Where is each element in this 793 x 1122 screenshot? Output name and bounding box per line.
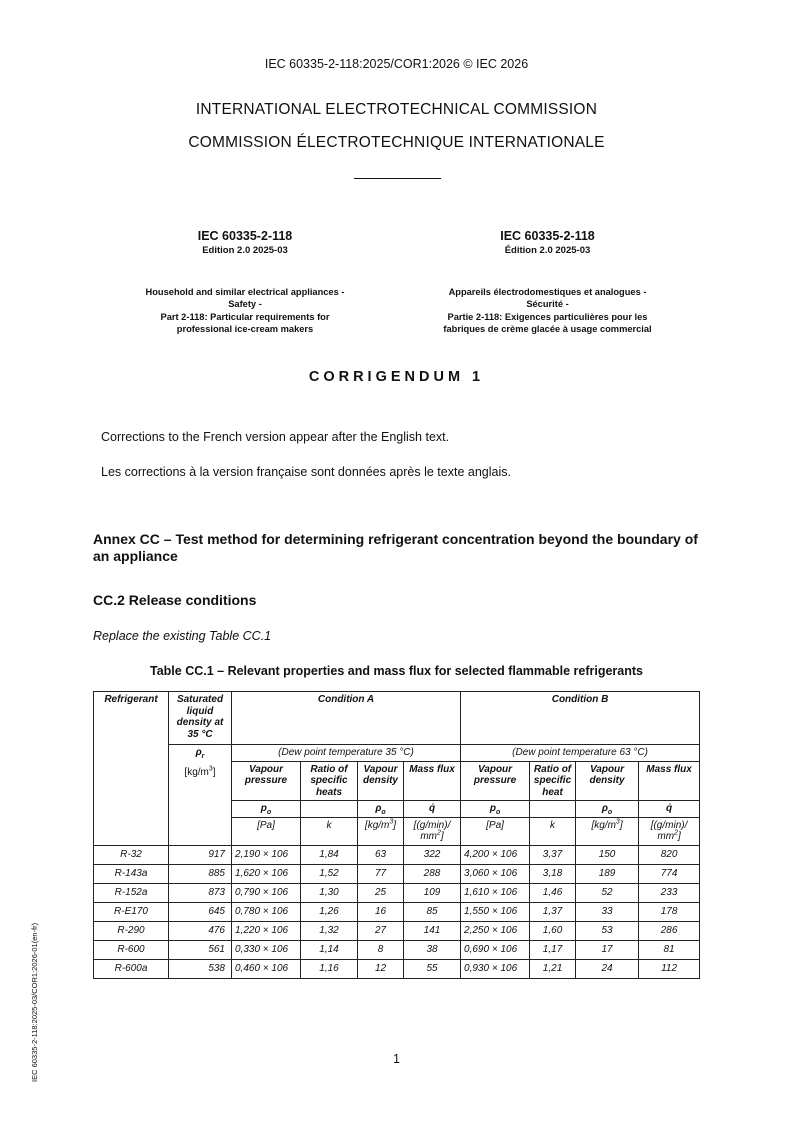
a-ratio-symbol-empty [301, 801, 358, 818]
table-cell: 52 [576, 883, 639, 902]
table-cell: 322 [404, 845, 461, 864]
col-header-condition-b: Condition B [461, 692, 700, 745]
title-line: professional ice-cream makers [176, 323, 314, 334]
table-cell: 1,52 [301, 864, 358, 883]
a-ratio-unit: k [301, 817, 358, 845]
title-line: Sécurité - [526, 299, 569, 310]
saturated-density-symbol-cell [169, 745, 232, 846]
table-cell: 3,18 [530, 864, 576, 883]
table-cell: 1,610 × 106 [461, 883, 530, 902]
rho-r-subscript: r [201, 753, 205, 760]
table-cell: 63 [358, 845, 404, 864]
title-line: Appareils électrodomestiques et analogues - [448, 287, 647, 297]
table-cell: 12 [358, 959, 404, 978]
table-cell: 885 [169, 864, 232, 883]
b-vapour-pressure-header: Vapour pressure [461, 761, 530, 801]
table-cell: 1,46 [530, 883, 576, 902]
col-header-saturated-density: Saturated liquid density at 35 °C [169, 692, 232, 745]
table-cell: R-152a [94, 883, 169, 902]
table-cell: 288 [404, 864, 461, 883]
a-vapour-pressure-header: Vapour pressure [232, 761, 301, 801]
table-row [94, 883, 700, 902]
unit-end: ] [440, 831, 444, 842]
rho-o-symbol: ρ [375, 803, 382, 814]
density-unit: [kg/m [184, 767, 209, 778]
title-line: Partie 2-118: Exigences particulières pour les [447, 311, 648, 322]
table-cell: 1,17 [530, 940, 576, 959]
table-cell: 233 [639, 883, 700, 902]
unit-text: [(g/min)/ [413, 819, 451, 831]
p-symbol: p [489, 803, 496, 814]
table-cell: 917 [169, 845, 232, 864]
document-reference: IEC 60335-2-118:2025/COR1:2026 © IEC 2026 [264, 57, 529, 71]
title-en [110, 286, 380, 335]
table-cell: 25 [358, 883, 404, 902]
side-document-id: IEC 60335-2-118:2025-03/COR1:2026-01(en-fr) [30, 922, 39, 1082]
table-cell: 4,200 × 106 [461, 845, 530, 864]
english-column [110, 229, 380, 335]
table-cell: 1,550 × 106 [461, 902, 530, 921]
unit-text: mm [420, 831, 437, 842]
table-cell: 0,460 × 106 [232, 959, 301, 978]
table-cell: 33 [576, 902, 639, 921]
table-row [94, 902, 700, 921]
table-cell: 1,220 × 106 [232, 921, 301, 940]
french-column [405, 229, 690, 335]
b-vapour-density-header: Vapour density [576, 761, 639, 801]
table-cell: 1,37 [530, 902, 576, 921]
table-cell: 53 [576, 921, 639, 940]
table-cell: 109 [404, 883, 461, 902]
a-mass-flux-header: Mass flux [404, 761, 461, 801]
title-line: fabriques de crème glacée à usage commercial [443, 323, 652, 334]
table-cell: 1,16 [301, 959, 358, 978]
table-cell: 55 [404, 959, 461, 978]
b-density-unit [576, 817, 639, 845]
unit-sup: 2 [674, 829, 678, 837]
table-cell: 0,690 × 106 [461, 940, 530, 959]
unit-end: ] [677, 831, 681, 842]
corrigendum-heading: CORRIGENDUM 1 [308, 369, 485, 385]
p-subscript: o [495, 809, 501, 816]
table-cell: 0,330 × 106 [232, 940, 301, 959]
a-flux-symbol: q̇ [404, 801, 461, 818]
title-line: Safety - [228, 299, 262, 310]
table-cell: 150 [576, 845, 639, 864]
unit-text: [kg/m [591, 819, 616, 831]
b-mass-flux-header: Mass flux [639, 761, 700, 801]
table-cell: 1,620 × 106 [232, 864, 301, 883]
refrigerant-table [93, 691, 700, 979]
a-pressure-symbol [232, 801, 301, 818]
b-ratio-symbol-empty [530, 801, 576, 818]
table-cell: 1,26 [301, 902, 358, 921]
table-caption: Table CC.1 – Relevant properties and mass flux for selected flammable refrigerants [150, 664, 643, 678]
table-body [94, 845, 700, 978]
table-cell: R-600 [94, 940, 169, 959]
table-cell: 24 [576, 959, 639, 978]
table-cell: 1,60 [530, 921, 576, 940]
unit-text: [kg/m [364, 819, 390, 831]
b-flux-symbol: q̇ [639, 801, 700, 818]
b-ratio-header: Ratio of specific heat [530, 761, 576, 801]
unit-text: mm [657, 831, 675, 842]
title-line: Household and similar electrical appliances - [145, 287, 345, 297]
b-flux-unit [639, 817, 700, 845]
table-cell: 81 [639, 940, 700, 959]
table-row [94, 959, 700, 978]
b-pressure-unit: [Pa] [461, 817, 530, 845]
table-cell: 0,930 × 106 [461, 959, 530, 978]
table-cell: 286 [639, 921, 700, 940]
table-cell: 1,21 [530, 959, 576, 978]
table-cell: 3,060 × 106 [461, 864, 530, 883]
unit-text: [(g/min)/ [650, 819, 688, 831]
table-cell: 538 [169, 959, 232, 978]
a-pressure-unit: [Pa] [232, 817, 301, 845]
table-cell: 2,190 × 106 [232, 845, 301, 864]
standard-number-fr: IEC 60335-2-118 [500, 229, 595, 243]
p-subscript: o [266, 809, 272, 816]
rho-r-symbol: ρ [195, 747, 202, 758]
table-cell: 1,84 [301, 845, 358, 864]
unit-sup: 3 [389, 818, 394, 826]
table-cell: R-600a [94, 959, 169, 978]
table-cell: 0,790 × 106 [232, 883, 301, 902]
table-cell: 189 [576, 864, 639, 883]
org-name-english: INTERNATIONAL ELECTROTECHNICAL COMMISSION [195, 101, 598, 118]
table-cell: 0,780 × 106 [232, 902, 301, 921]
table-cell: 774 [639, 864, 700, 883]
table-cell: 141 [404, 921, 461, 940]
a-flux-unit [404, 817, 461, 845]
table-row [94, 845, 700, 864]
rho-o-subscript: o [607, 809, 613, 816]
clause-heading: CC.2 Release conditions [93, 592, 257, 608]
a-ratio-header: Ratio of specific heats [301, 761, 358, 801]
table-cell: 645 [169, 902, 232, 921]
table-row [94, 864, 700, 883]
b-density-symbol [576, 801, 639, 818]
a-density-unit [358, 817, 404, 845]
note-english: Corrections to the French version appear after the English text. [101, 430, 450, 444]
table-cell: 38 [404, 940, 461, 959]
edition-en: Edition 2.0 2025-03 [202, 245, 288, 256]
table-cell: 17 [576, 940, 639, 959]
table-cell: 77 [358, 864, 404, 883]
table-row [94, 940, 700, 959]
density-unit-sup: 3 [208, 765, 213, 773]
table-cell: R-290 [94, 921, 169, 940]
table-cell: 85 [404, 902, 461, 921]
table-cell: 112 [639, 959, 700, 978]
table-cell: 2,250 × 106 [461, 921, 530, 940]
rho-o-symbol: ρ [601, 803, 608, 814]
unit-sup: 2 [437, 829, 441, 837]
b-ratio-unit: k [530, 817, 576, 845]
header-divider [354, 178, 441, 179]
instruction-text: Replace the existing Table CC.1 [93, 629, 272, 643]
table-cell: 3,37 [530, 845, 576, 864]
page-number: 1 [393, 1052, 400, 1066]
table-cell: R-143a [94, 864, 169, 883]
dew-point-a: (Dew point temperature 35 °C) [232, 745, 461, 762]
density-unit-end: ] [212, 767, 216, 778]
unit-end: ] [619, 819, 623, 831]
title-line: Part 2-118: Particular requirements for [160, 311, 330, 322]
table-cell: 178 [639, 902, 700, 921]
table-cell: R-E170 [94, 902, 169, 921]
a-vapour-density-header: Vapour density [358, 761, 404, 801]
table-cell: 1,30 [301, 883, 358, 902]
table-cell: 476 [169, 921, 232, 940]
table-cell: 561 [169, 940, 232, 959]
table-cell: 1,14 [301, 940, 358, 959]
rho-o-subscript: o [381, 809, 386, 816]
a-density-symbol [358, 801, 404, 818]
note-french: Les corrections à la version française sont données après le texte anglais. [101, 465, 511, 479]
annex-heading: Annex CC – Test method for determining refrigerant concentration beyond the boundary of an appliance [93, 531, 698, 564]
table-cell: 16 [358, 902, 404, 921]
dew-point-b: (Dew point temperature 63 °C) [461, 745, 700, 762]
edition-fr: Édition 2.0 2025-03 [504, 245, 591, 256]
title-fr [405, 286, 690, 335]
standard-number-en: IEC 60335-2-118 [197, 229, 293, 243]
table-row [94, 921, 700, 940]
table-cell: R-32 [94, 845, 169, 864]
b-pressure-symbol [461, 801, 530, 818]
p-symbol: p [260, 803, 267, 814]
table-cell: 873 [169, 883, 232, 902]
unit-sup: 3 [615, 818, 620, 826]
unit-end: ] [393, 819, 397, 831]
table-cell: 27 [358, 921, 404, 940]
org-name-french: COMMISSION ÉLECTROTECHNIQUE INTERNATIONALE [188, 134, 605, 151]
table-cell: 8 [358, 940, 404, 959]
col-header-condition-a: Condition A [232, 692, 461, 745]
table-cell: 820 [639, 845, 700, 864]
col-header-refrigerant: Refrigerant [94, 692, 169, 846]
table-cell: 1,32 [301, 921, 358, 940]
